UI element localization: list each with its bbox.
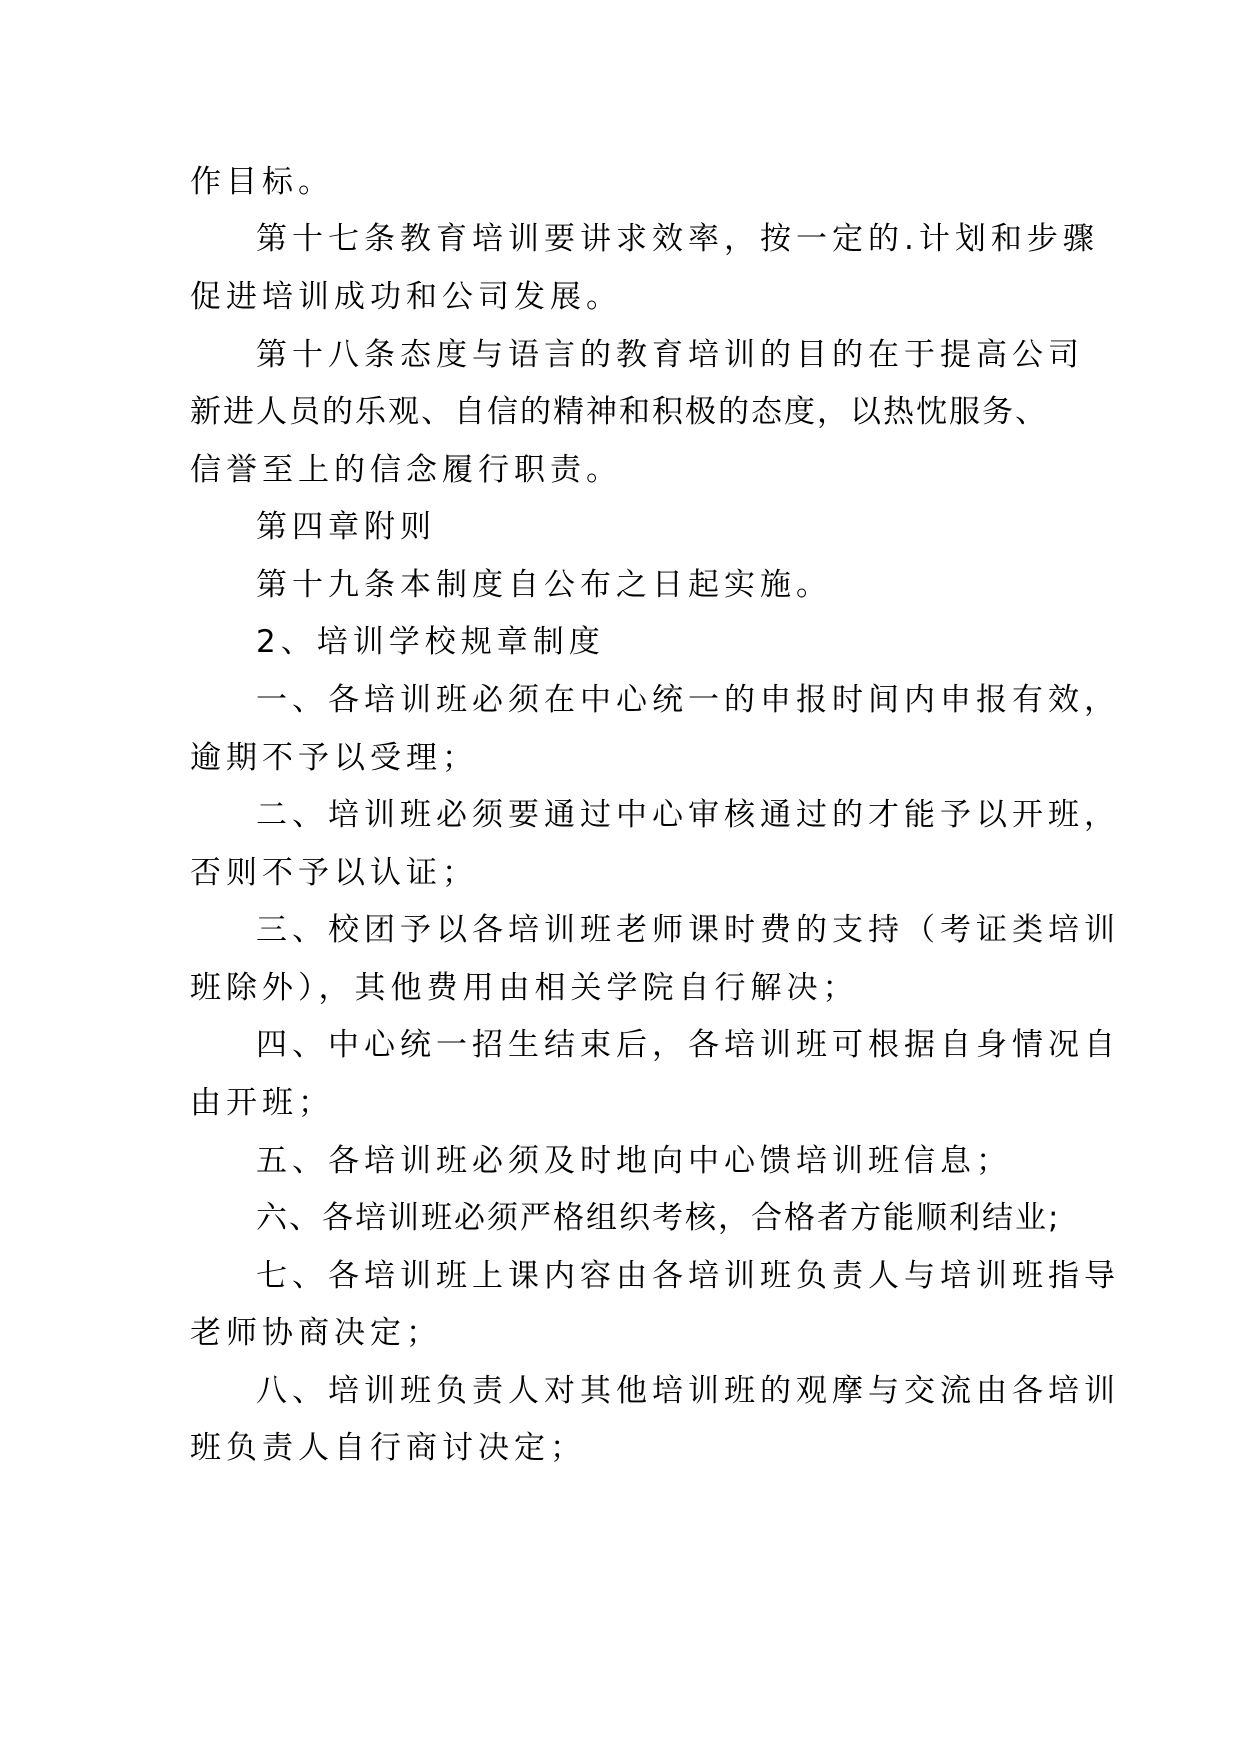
text-line-8: 第十九条本制度自公布之日起实施。	[256, 567, 832, 603]
text-line-13: 否则不予以认证；	[190, 855, 478, 891]
text-line-21: 老师协商决定；	[190, 1315, 442, 1351]
text-line-11: 逾期不予以受理；	[190, 740, 478, 776]
text-line-16: 四、中心统一招生结束后，各培训班可根据自身情况自	[256, 1027, 1120, 1063]
text-line-2: 第十七条教育培训要讲求效率，按一定的.计划和步骤	[256, 221, 1099, 257]
text-line-15: 班除外），其他费用由相关学院自行解决；	[190, 970, 859, 1006]
text-line-23: 班负责人自行商讨决定；	[190, 1430, 586, 1466]
text-line-19: 六、各培训班必须严格组织考核，合格者方能顺利结业;	[256, 1200, 1061, 1236]
text-line-18: 五、各培训班必须及时地向中心馈培训班信息；	[256, 1143, 1012, 1179]
text-line-1: 作目标。	[190, 164, 334, 200]
text-line-7: 第四章附则	[256, 509, 436, 545]
text-line-5: 新进人员的乐观、自信的精神和积极的态度，以热忱服务、	[190, 394, 1048, 430]
text-line-20: 七、各培训班上课内容由各培训班负责人与培训班指导	[256, 1258, 1120, 1294]
text-line-22: 八、培训班负责人对其他培训班的观摩与交流由各培训	[256, 1373, 1120, 1409]
text-line-3: 促进培训成功和公司发展。	[190, 279, 622, 315]
text-line-9: 2、培训学校规章制度	[256, 624, 605, 660]
text-line-14: 三、校团予以各培训班老师课时费的支持（考证类培训	[256, 912, 1120, 948]
text-line-12: 二、培训班必须要通过中心审核通过的才能予以开班，	[256, 797, 1120, 833]
text-line-17: 由开班；	[190, 1085, 334, 1121]
text-line-6: 信誉至上的信念履行职责。	[190, 452, 622, 488]
text-line-10: 一、各培训班必须在中心统一的申报时间内申报有效，	[256, 682, 1120, 718]
text-line-4: 第十八条态度与语言的教育培训的目的在于提高公司	[256, 337, 1084, 373]
